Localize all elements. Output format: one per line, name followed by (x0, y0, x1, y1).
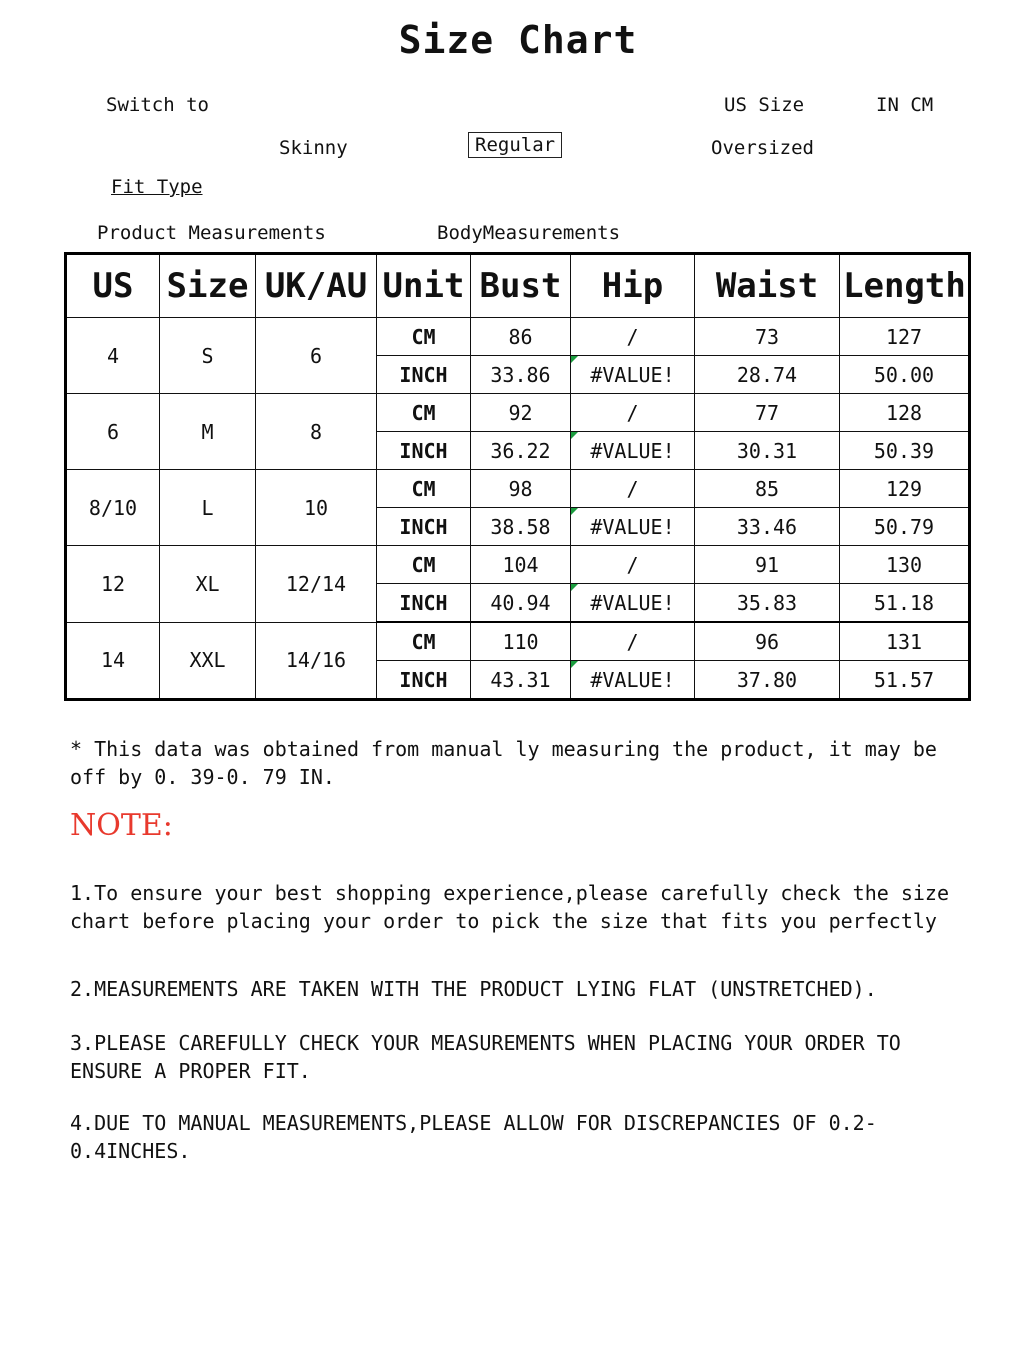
cell-size: M (160, 394, 256, 470)
cell-bust: 38.58 (471, 508, 571, 546)
cell-unit: CM (377, 470, 471, 508)
cell-size: S (160, 318, 256, 394)
header-us: US (66, 254, 160, 318)
cell-unit: CM (377, 318, 471, 356)
cell-us: 6 (66, 394, 160, 470)
cell-uk-au: 10 (256, 470, 377, 546)
header-size: Size (160, 254, 256, 318)
cell-uk-au: 8 (256, 394, 377, 470)
cell-bust: 43.31 (471, 661, 571, 700)
fit-option-regular[interactable]: Regular (468, 132, 562, 158)
cell-unit: INCH (377, 432, 471, 470)
cell-us: 14 (66, 622, 160, 700)
cell-length: 50.39 (840, 432, 970, 470)
cell-waist: 30.31 (695, 432, 840, 470)
tab-body-measurements[interactable]: BodyMeasurements (437, 222, 621, 244)
cell-bust: 86 (471, 318, 571, 356)
cell-size: L (160, 470, 256, 546)
note-item: 4.DUE TO MANUAL MEASUREMENTS,PLEASE ALLOW FOR DISCREPANCIES OF 0.2-0.4INCHES. (70, 1111, 877, 1163)
note-item: 2.MEASUREMENTS ARE TAKEN WITH THE PRODUCT LYING FLAT (UNSTRETCHED). (70, 977, 877, 1001)
cell-unit: INCH (377, 508, 471, 546)
fit-option-oversized[interactable]: Oversized (711, 137, 814, 159)
cell-unit: INCH (377, 356, 471, 394)
cell-hip: / (571, 470, 695, 508)
header-waist: Waist (695, 254, 840, 318)
cell-size: XL (160, 546, 256, 623)
cell-us: 4 (66, 318, 160, 394)
cell-length: 51.18 (840, 584, 970, 623)
unit-toggle-in-cm[interactable]: IN CM (876, 94, 934, 116)
cell-bust: 40.94 (471, 584, 571, 623)
cell-hip: / (571, 546, 695, 584)
note-heading: NOTE: (70, 808, 173, 843)
table-row (66, 470, 970, 508)
cell-length: 50.79 (840, 508, 970, 546)
header-length: Length (840, 254, 970, 318)
cell-hip: #VALUE! (571, 432, 695, 470)
table-row (66, 622, 970, 661)
cell-uk-au: 12/14 (256, 546, 377, 623)
table-row (66, 318, 970, 356)
cell-length: 128 (840, 394, 970, 432)
cell-waist: 73 (695, 318, 840, 356)
cell-hip: / (571, 318, 695, 356)
cell-us: 8/10 (66, 470, 160, 546)
cell-bust: 92 (471, 394, 571, 432)
cell-uk-au: 6 (256, 318, 377, 394)
cell-unit: CM (377, 622, 471, 661)
cell-uk-au: 14/16 (256, 622, 377, 700)
cell-hip: #VALUE! (571, 584, 695, 623)
cell-bust: 33.86 (471, 356, 571, 394)
table-header-row (66, 254, 970, 318)
fit-type-link[interactable]: Fit Type (111, 176, 203, 198)
cell-unit: INCH (377, 661, 471, 700)
cell-waist: 85 (695, 470, 840, 508)
cell-bust: 36.22 (471, 432, 571, 470)
cell-size: XXL (160, 622, 256, 700)
cell-bust: 104 (471, 546, 571, 584)
cell-length: 51.57 (840, 661, 970, 700)
cell-waist: 28.74 (695, 356, 840, 394)
cell-waist: 77 (695, 394, 840, 432)
fit-option-skinny[interactable]: Skinny (279, 137, 348, 159)
page-title: Size Chart (398, 18, 638, 62)
size-table (64, 252, 971, 701)
table-row (66, 394, 970, 432)
cell-unit: INCH (377, 584, 471, 623)
cell-waist: 37.80 (695, 661, 840, 700)
header-hip: Hip (571, 254, 695, 318)
cell-waist: 33.46 (695, 508, 840, 546)
cell-waist: 96 (695, 622, 840, 661)
cell-unit: CM (377, 394, 471, 432)
table-row (66, 546, 970, 584)
us-size-toggle[interactable]: US Size (724, 94, 805, 116)
cell-bust: 110 (471, 622, 571, 661)
cell-bust: 98 (471, 470, 571, 508)
cell-hip: #VALUE! (571, 356, 695, 394)
tab-product-measurements[interactable]: Product Measurements (97, 222, 326, 244)
cell-hip: #VALUE! (571, 508, 695, 546)
cell-us: 12 (66, 546, 160, 623)
note-item: 3.PLEASE CAREFULLY CHECK YOUR MEASUREMENTS WHEN PLACING YOUR ORDER TO ENSURE A PROPER FIT. (70, 1031, 901, 1083)
cell-waist: 91 (695, 546, 840, 584)
cell-hip: #VALUE! (571, 661, 695, 700)
note-item: 1.To ensure your best shopping experience,please carefully check the size chart before placing your order to pick the size that fits you perfectly (70, 881, 949, 933)
cell-hip: / (571, 622, 695, 661)
cell-waist: 35.83 (695, 584, 840, 623)
cell-length: 127 (840, 318, 970, 356)
cell-hip: / (571, 394, 695, 432)
cell-length: 130 (840, 546, 970, 584)
cell-length: 131 (840, 622, 970, 661)
cell-length: 50.00 (840, 356, 970, 394)
header-uk-au: UK/AU (256, 254, 377, 318)
header-bust: Bust (471, 254, 571, 318)
switch-to-label: Switch to (106, 94, 209, 116)
disclaimer-text: * This data was obtained from manual ly measuring the product, it may be off by 0. 39-0. 79 IN. (70, 737, 937, 789)
cell-length: 129 (840, 470, 970, 508)
header-unit: Unit (377, 254, 471, 318)
cell-unit: CM (377, 546, 471, 584)
